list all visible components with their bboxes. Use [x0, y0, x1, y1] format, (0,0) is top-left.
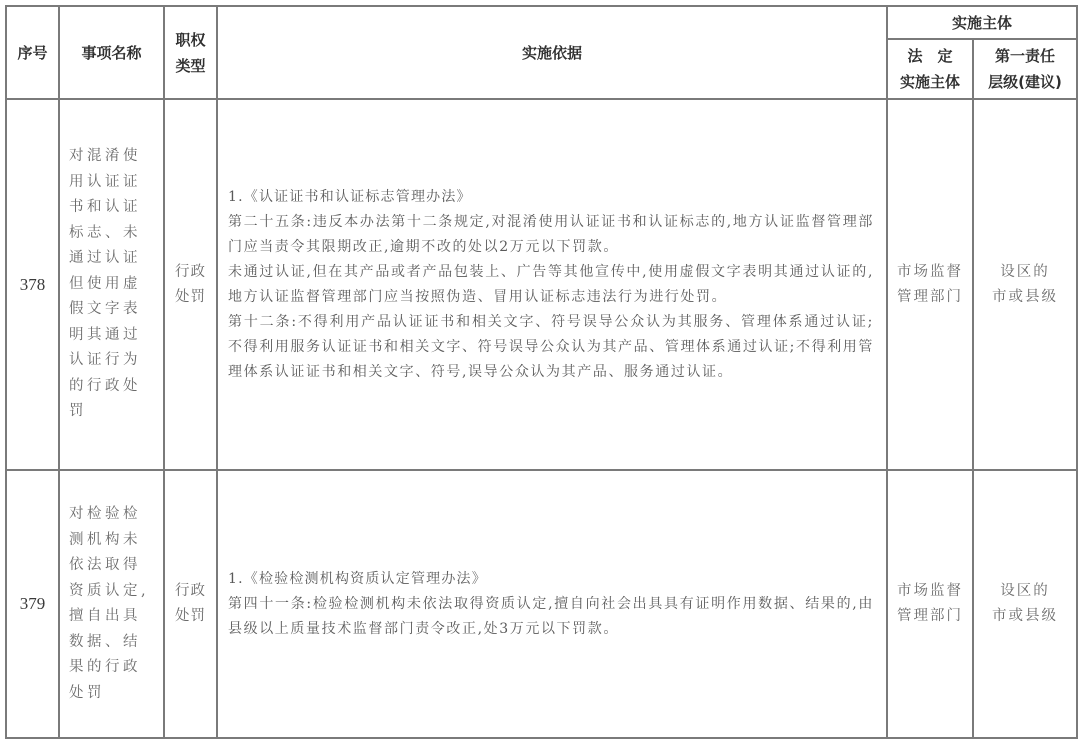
header-item-name: 事项名称: [59, 6, 164, 99]
row-power-type-line2: 处罚: [175, 288, 206, 305]
row-first-level-line2: 市或县级: [992, 608, 1058, 624]
header-first-level-line1: 第一责任: [995, 47, 1056, 65]
header-power-type: [164, 6, 217, 99]
basis-regulation-title: 1.《认证证书和认证标志管理办法》: [228, 188, 472, 205]
row-legal-subject-line2: 管理部门: [897, 288, 963, 305]
header-first-level: [973, 39, 1077, 99]
header-power-type-line2: 类型: [175, 56, 206, 75]
row-seq: 378: [6, 99, 59, 470]
row-first-level: [973, 470, 1077, 738]
basis-article: 未通过认证,但在其产品或者产品包装上、广告等其他宣传中,使用虚假文字表明其通过认证的,地方认证监督管理部门应当按照伪造、冒用认证标志违法行为进行处罚。: [228, 263, 874, 305]
row-legal-subject: [887, 99, 973, 470]
enforcement-items-table: [5, 5, 1078, 739]
row-item-name: 对混淆使用认证证书和认证标志、未通过认证但使用虚假文字表明其通过认证行为的行政处罚: [59, 99, 164, 470]
row-legal-subject-line1: 市场监督: [897, 583, 963, 599]
row-first-level-line1: 设区的: [1000, 583, 1050, 599]
header-legal-subject-line2: 实施主体: [899, 73, 960, 91]
row-first-level: [973, 99, 1077, 470]
row-power-type-line1: 行政: [175, 263, 206, 280]
basis-article: 第四十一条:检验检测机构未依法取得资质认定,擅自向社会出具具有证明作用数据、结果的,由县级以上质量技术监督部门责令改正,处3万元以下罚款。: [228, 595, 874, 637]
row-power-type-line2: 处罚: [175, 608, 206, 624]
header-first-level-line2: 层级(建议): [988, 73, 1062, 91]
row-legal-subject-line1: 市场监督: [897, 263, 963, 280]
row-legal-subject-line2: 管理部门: [897, 608, 963, 624]
basis-regulation-title: 1.《检验检测机构资质认定管理办法》: [228, 570, 487, 587]
row-power-type-line1: 行政: [175, 583, 206, 599]
header-subject-group: 实施主体: [887, 6, 1077, 39]
basis-article: 第十二条:不得利用产品认证证书和相关文字、符号误导公众认为其服务、管理体系通过认证;不得利用服务认证证书和相关文字、符号误导公众认为其产品、管理体系通过认证;不得利用管理体系认证证书和相关文字、符号,误导公众认为其产品、服务通过认证。: [228, 313, 874, 380]
table-row: [6, 470, 1077, 738]
row-power-type: [164, 99, 217, 470]
header-legal-subject-line1: 法 定: [907, 47, 953, 65]
header-seq: 序号: [6, 6, 59, 99]
header-legal-subject: [887, 39, 973, 99]
row-item-name: 对检验检测机构未依法取得资质认定,擅自出具数据、结果的行政处罚: [59, 470, 164, 738]
header-power-type-line1: 职权: [175, 30, 206, 49]
row-seq: 379: [6, 470, 59, 738]
row-legal-subject: [887, 470, 973, 738]
basis-article: 第二十五条:违反本办法第十二条规定,对混淆使用认证证书和认证标志的,地方认证监督管理部门应当责令其限期改正,逾期不改的处以2万元以下罚款。: [228, 213, 874, 255]
row-first-level-line2: 市或县级: [992, 288, 1058, 305]
table-row: [6, 99, 1077, 470]
row-first-level-line1: 设区的: [1000, 263, 1050, 280]
row-basis: [217, 470, 887, 738]
row-basis: [217, 99, 887, 470]
row-power-type: [164, 470, 217, 738]
header-basis: 实施依据: [217, 6, 887, 99]
